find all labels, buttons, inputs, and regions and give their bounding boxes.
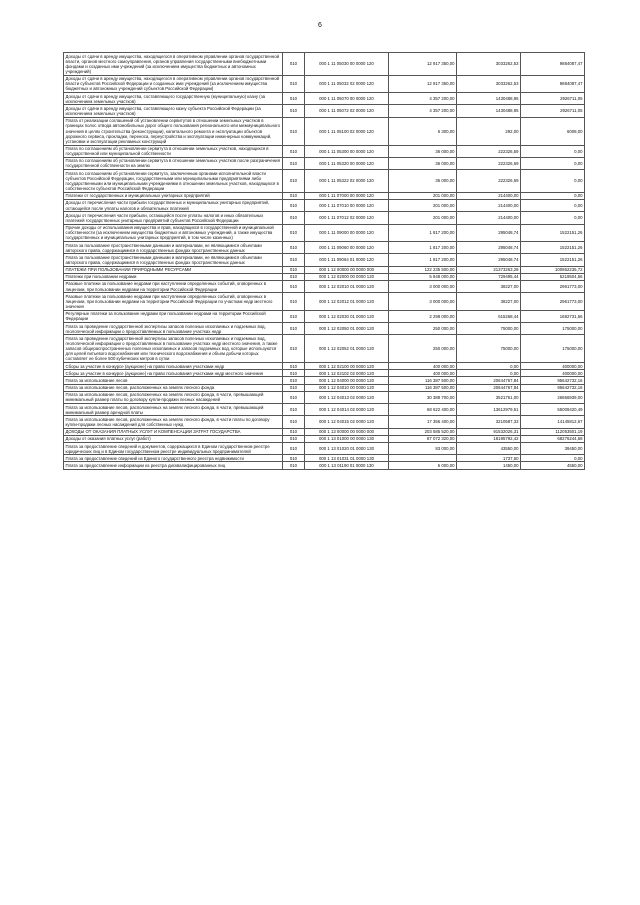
row-unexecuted-amount: 95642732,16 bbox=[521, 384, 585, 391]
table-row bbox=[64, 157, 585, 169]
row-planned-amount: 6 000,00 bbox=[389, 462, 457, 469]
row-executed-amount: 0,00 bbox=[457, 370, 521, 377]
row-executed-amount: 20644767,84 bbox=[457, 384, 521, 391]
row-planned-amount: 4 357 200,00 bbox=[389, 93, 457, 105]
row-line-code: 010 bbox=[283, 443, 305, 455]
row-executed-amount: 292,00 bbox=[457, 117, 521, 145]
row-unexecuted-amount: 95642732,16 bbox=[521, 377, 585, 384]
row-executed-amount: 295048,74 bbox=[457, 242, 521, 254]
row-name: Плата за использование лесов, расположенных на землях лесного фонда bbox=[64, 384, 283, 391]
row-unexecuted-amount: 1522151,26 bbox=[521, 224, 585, 241]
page-number: 6 bbox=[318, 22, 322, 29]
row-line-code: 010 bbox=[283, 117, 305, 145]
row-line-code: 010 bbox=[283, 335, 305, 363]
row-executed-amount: 222326,59 bbox=[457, 170, 521, 193]
row-line-code: 010 bbox=[283, 428, 305, 435]
row-budget-code: 000 1 12 02102 02 0000 120 bbox=[305, 370, 389, 377]
row-executed-amount: 615268,44 bbox=[457, 310, 521, 322]
row-budget-code: 000 1 11 05032 02 0000 120 bbox=[305, 75, 389, 92]
row-executed-amount: 3521761,00 bbox=[457, 391, 521, 403]
row-unexecuted-amount: 68276244,58 bbox=[521, 435, 585, 442]
revenue-table bbox=[63, 52, 585, 470]
row-unexecuted-amount: 2926711,05 bbox=[521, 93, 585, 105]
table-row bbox=[64, 462, 585, 469]
table-row bbox=[64, 370, 585, 377]
row-executed-amount: 1450,00 bbox=[457, 462, 521, 469]
row-unexecuted-amount: 4550,00 bbox=[521, 462, 585, 469]
row-line-code: 010 bbox=[283, 145, 305, 157]
table-row bbox=[64, 455, 585, 462]
row-budget-code: 000 1 12 02050 01 0000 120 bbox=[305, 323, 389, 335]
row-unexecuted-amount: 26866939,00 bbox=[521, 391, 585, 403]
row-budget-code: 000 1 13 01190 01 0000 130 bbox=[305, 462, 389, 469]
table-row bbox=[64, 266, 585, 273]
row-unexecuted-amount: 9884087,47 bbox=[521, 75, 585, 92]
row-budget-code: 000 1 11 05030 00 0000 120 bbox=[305, 53, 389, 76]
row-line-code: 010 bbox=[283, 384, 305, 391]
row-budget-code: 000 1 12 02000 00 0000 120 bbox=[305, 273, 389, 280]
row-budget-code: 000 1 12 04010 00 0000 120 bbox=[305, 384, 389, 391]
row-budget-code: 000 1 13 01020 01 0000 130 bbox=[305, 443, 389, 455]
row-planned-amount: 5 848 000,00 bbox=[389, 273, 457, 280]
row-budget-code: 000 1 11 09060 00 0000 120 bbox=[305, 242, 389, 254]
row-line-code: 010 bbox=[283, 199, 305, 211]
row-line-code: 010 bbox=[283, 93, 305, 105]
row-budget-code: 000 1 12 02012 01 0000 120 bbox=[305, 293, 389, 310]
table-row bbox=[64, 404, 585, 416]
table-row bbox=[64, 254, 585, 266]
table-row bbox=[64, 212, 585, 224]
table-row bbox=[64, 377, 585, 384]
row-unexecuted-amount: 0,00 bbox=[521, 157, 585, 169]
row-unexecuted-amount: 1522151,26 bbox=[521, 242, 585, 254]
row-planned-amount: 400 000,00 bbox=[389, 370, 457, 377]
row-planned-amount: 400 000,00 bbox=[389, 363, 457, 370]
row-budget-code: 000 1 11 05100 02 0000 120 bbox=[305, 117, 389, 145]
row-planned-amount: 250 000,00 bbox=[389, 335, 457, 363]
table-row bbox=[64, 117, 585, 145]
row-planned-amount: 3 000 000,00 bbox=[389, 293, 457, 310]
table-row bbox=[64, 53, 585, 76]
table-row bbox=[64, 443, 585, 455]
row-planned-amount: 116 387 500,00 bbox=[389, 377, 457, 384]
row-executed-amount: 214400,00 bbox=[457, 212, 521, 224]
table-row bbox=[64, 391, 585, 403]
row-line-code: 010 bbox=[283, 435, 305, 442]
row-planned-amount: 30 388 700,00 bbox=[389, 391, 457, 403]
revenue-table-body bbox=[64, 53, 585, 470]
row-planned-amount: 12 917 350,00 bbox=[389, 75, 457, 92]
table-row bbox=[64, 323, 585, 335]
row-line-code: 010 bbox=[283, 310, 305, 322]
row-executed-amount: 222326,59 bbox=[457, 145, 521, 157]
row-planned-amount: 250 000,00 bbox=[389, 323, 457, 335]
row-name: Плата за предоставление информации из реестра дисквалифицированных лиц bbox=[64, 462, 283, 469]
row-name: Плата за использование лесов, расположенных на землях лесного фонда, в части платы по договору купли-продажи лесных насаждений для собственных нужд bbox=[64, 416, 283, 428]
row-budget-code: 000 1 11 07010 00 0000 120 bbox=[305, 199, 389, 211]
row-name: Плата за использование лесов, расположенных на землях лесного фонда, в части, превышающей минимальный размер платы по договору купли-продажи лесных насаждений bbox=[64, 391, 283, 403]
row-unexecuted-amount: 0,00 bbox=[521, 170, 585, 193]
row-name: Доходы от сдачи в аренду имущества, составляющего казну субъекта Российской Федерации (за исключением земельных участков) bbox=[64, 105, 283, 117]
row-unexecuted-amount: 2926711,05 bbox=[521, 105, 585, 117]
row-executed-amount: 295048,74 bbox=[457, 254, 521, 266]
row-unexecuted-amount: 400000,00 bbox=[521, 370, 585, 377]
row-unexecuted-amount: 0,00 bbox=[521, 199, 585, 211]
row-unexecuted-amount: 55009420,49 bbox=[521, 404, 585, 416]
row-executed-amount: 3210587,33 bbox=[457, 416, 521, 428]
row-planned-amount: 116 387 500,00 bbox=[389, 384, 457, 391]
row-executed-amount: 214400,00 bbox=[457, 192, 521, 199]
table-row bbox=[64, 242, 585, 254]
row-executed-amount: 75000,00 bbox=[457, 323, 521, 335]
row-line-code: 010 bbox=[283, 170, 305, 193]
table-row bbox=[64, 416, 585, 428]
row-budget-code: 000 1 11 09064 01 0000 120 bbox=[305, 254, 389, 266]
row-name: Доходы от перечисления части прибыли государственных и муниципальных унитарных предприятий, остающейся после уплаты налогов и обязательных платежей bbox=[64, 199, 283, 211]
row-line-code: 010 bbox=[283, 212, 305, 224]
row-budget-code: 000 1 11 09000 00 0000 120 bbox=[305, 224, 389, 241]
row-unexecuted-amount: 1682731,56 bbox=[521, 310, 585, 322]
row-budget-code: 000 1 12 00000 00 0000 000 bbox=[305, 266, 389, 273]
row-line-code: 010 bbox=[283, 416, 305, 428]
row-unexecuted-amount: 39450,00 bbox=[521, 443, 585, 455]
row-unexecuted-amount: 0,00 bbox=[521, 192, 585, 199]
row-executed-amount: 43550,00 bbox=[457, 443, 521, 455]
row-executed-amount: 13612979,51 bbox=[457, 404, 521, 416]
table-row bbox=[64, 428, 585, 435]
row-executed-amount: 1430488,95 bbox=[457, 93, 521, 105]
row-unexecuted-amount: 2961773,00 bbox=[521, 293, 585, 310]
row-unexecuted-amount: 112053501,19 bbox=[521, 428, 585, 435]
row-executed-amount: 1430488,95 bbox=[457, 105, 521, 117]
table-row bbox=[64, 435, 585, 442]
row-planned-amount: 36 000,00 bbox=[389, 157, 457, 169]
row-budget-code: 000 1 13 01000 00 0000 130 bbox=[305, 435, 389, 442]
row-executed-amount: 75000,00 bbox=[457, 335, 521, 363]
row-executed-amount: 3033262,53 bbox=[457, 75, 521, 92]
row-planned-amount bbox=[389, 455, 457, 462]
row-name: Доходы от сдачи в аренду имущества, находящегося в оперативном управлении органов государственной власти субъектов Российской Федерации и созданных ими учреждений (за исключением имущества бюджетных и автономных учреждений субъектов Российской Федерации) bbox=[64, 75, 283, 92]
row-budget-code: 000 1 12 04015 02 0000 120 bbox=[305, 416, 389, 428]
row-name: Плата за предоставление сведений и документов, содержащихся в Едином государственном реестре юридических лиц и в Едином государственном реестре индивидуальных предпринимателей bbox=[64, 443, 283, 455]
row-budget-code: 000 1 12 02100 00 0000 120 bbox=[305, 363, 389, 370]
row-line-code: 010 bbox=[283, 242, 305, 254]
row-name: Плата по соглашениям об установлении сервитута в отношении земельных участков, находящихся в государственной или муниципальной собственности bbox=[64, 145, 283, 157]
row-line-code: 010 bbox=[283, 53, 305, 76]
row-budget-code: 000 1 12 02010 01 0000 120 bbox=[305, 280, 389, 292]
row-unexecuted-amount: 0,00 bbox=[521, 145, 585, 157]
row-unexecuted-amount: 100862236,72 bbox=[521, 266, 585, 273]
row-name: ДОХОДЫ ОТ ОКАЗАНИЯ ПЛАТНЫХ УСЛУГ И КОМПЕНСАЦИИ ЗАТРАТ ГОСУДАРСТВА bbox=[64, 428, 283, 435]
row-name: Плата по соглашениям об установлении сервитута в отношении земельных участков после разграничения государственной собственности на землю bbox=[64, 157, 283, 169]
row-executed-amount: 20644767,84 bbox=[457, 377, 521, 384]
row-executed-amount: 295048,74 bbox=[457, 224, 521, 241]
table-row bbox=[64, 145, 585, 157]
row-name: Доходы от оказания платных услуг (работ) bbox=[64, 435, 283, 442]
row-line-code: 010 bbox=[283, 157, 305, 169]
row-budget-code: 000 1 12 02030 01 0000 120 bbox=[305, 310, 389, 322]
table-row bbox=[64, 310, 585, 322]
row-name: Сборы за участие в конкурсе (аукционе) на право пользования участками недр местного значения bbox=[64, 370, 283, 377]
row-name: Сборы за участие в конкурсе (аукционе) на право пользования участками недр bbox=[64, 363, 283, 370]
row-line-code: 010 bbox=[283, 224, 305, 241]
row-name: Плата по соглашениям об установлении сервитута, заключенным органами исполнительной власти субъектов Российской Федерации, государственными или муниципальными предприятиями либо государственными или муниципальными учреждениями в отношении земельных участков, находящихся в собственности субъектов Российской Федерации bbox=[64, 170, 283, 193]
row-executed-amount: 1737,50 bbox=[457, 455, 521, 462]
row-planned-amount: 1 817 200,00 bbox=[389, 224, 457, 241]
row-line-code: 010 bbox=[283, 462, 305, 469]
row-planned-amount: 17 356 400,00 bbox=[389, 416, 457, 428]
row-name: Плата за использование лесов bbox=[64, 377, 283, 384]
row-executed-amount: 38227,00 bbox=[457, 293, 521, 310]
row-unexecuted-amount: 6008,00 bbox=[521, 117, 585, 145]
row-executed-amount: 222326,59 bbox=[457, 157, 521, 169]
row-name: Плата за пользование пространственными данными и материалами, не являющимися объектами авторского права, содержащимися в государственных фондах пространственных данных bbox=[64, 242, 283, 254]
row-planned-amount: 3 000 000,00 bbox=[389, 280, 457, 292]
row-planned-amount: 12 917 350,00 bbox=[389, 53, 457, 76]
row-name: Плата за предоставление сведений из Единого государственного реестра недвижимости bbox=[64, 455, 283, 462]
row-unexecuted-amount: 175000,00 bbox=[521, 335, 585, 363]
row-name: Регулярные платежи за пользование недрами при пользовании недрами на территории Российской Федерации bbox=[64, 310, 283, 322]
row-unexecuted-amount: 1522151,26 bbox=[521, 254, 585, 266]
row-budget-code: 000 1 11 07000 00 0000 120 bbox=[305, 192, 389, 199]
row-line-code: 010 bbox=[283, 293, 305, 310]
row-line-code: 010 bbox=[283, 370, 305, 377]
table-row bbox=[64, 224, 585, 241]
row-budget-code: 000 1 11 07012 02 0000 120 bbox=[305, 212, 389, 224]
row-name: Плата от реализации соглашений об установлении сервитутов в отношении земельных участков в границах полос отвода автомобильных дорог общего пользования регионального или межмуниципального значения в целях строительства (реконструкции), капитального ремонта и эксплуатации объектов дорожного сервиса, прокладки, переноса, переустройства и эксплуатации инженерных коммуникаций, установки и эксплуатации рекламных конструкций bbox=[64, 117, 283, 145]
row-unexecuted-amount: 2961773,00 bbox=[521, 280, 585, 292]
row-name: Плата за пользование пространственными данными и материалами, не являющимися объектами авторского права, содержащимися в государственных фондах пространственных данных bbox=[64, 254, 283, 266]
row-budget-code: 000 1 13 01031 01 0000 130 bbox=[305, 455, 389, 462]
row-line-code: 010 bbox=[283, 266, 305, 273]
row-budget-code: 000 1 12 04000 00 0000 120 bbox=[305, 377, 389, 384]
row-planned-amount: 83 000,00 bbox=[389, 443, 457, 455]
row-name: Разовые платежи за пользование недрами при наступлении определенных событий, оговоренных в лицензии, при пользовании недрами на территории Российской Федерации по участкам недр местного значения bbox=[64, 293, 283, 310]
row-planned-amount: 201 000,00 bbox=[389, 199, 457, 211]
row-line-code: 010 bbox=[283, 391, 305, 403]
row-line-code: 010 bbox=[283, 75, 305, 92]
row-executed-amount: 21373263,28 bbox=[457, 266, 521, 273]
row-planned-amount: 36 000,00 bbox=[389, 145, 457, 157]
row-executed-amount: 3033262,53 bbox=[457, 53, 521, 76]
row-planned-amount: 201 000,00 bbox=[389, 192, 457, 199]
row-budget-code: 000 1 13 00000 00 0000 000 bbox=[305, 428, 389, 435]
row-line-code: 010 bbox=[283, 404, 305, 416]
row-line-code: 010 bbox=[283, 105, 305, 117]
row-budget-code: 000 1 12 04013 02 0000 120 bbox=[305, 391, 389, 403]
row-name: Доходы от сдачи в аренду имущества, находящегося в оперативном управлении органов государственной власти, органов местного самоуправления, органов управления государственными внебюджетными фондами и созданных ими учреждений (за исключением имущества бюджетных и автономных учреждений) bbox=[64, 53, 283, 76]
table-row bbox=[64, 273, 585, 280]
row-executed-amount: 729495,44 bbox=[457, 273, 521, 280]
table-row bbox=[64, 280, 585, 292]
row-executed-amount: 18195792,42 bbox=[457, 435, 521, 442]
table-row bbox=[64, 293, 585, 310]
row-planned-amount: 4 357 200,00 bbox=[389, 105, 457, 117]
row-unexecuted-amount: 0,00 bbox=[521, 455, 585, 462]
row-executed-amount: 0,00 bbox=[457, 363, 521, 370]
row-name: Плата за проведение государственной экспертизы запасов полезных ископаемых и подземных вод, геологической информации о предоставляемых в пользование участках недр местного значения, а также запасов общераспространенных полезных ископаемых и запасов подземных вод, которые используются для целей питьевого водоснабжения или технического водоснабжения и объем добычи которых составляет не более 500 кубических метров в сутки bbox=[64, 335, 283, 363]
table-row bbox=[64, 105, 585, 117]
table-row bbox=[64, 192, 585, 199]
row-budget-code: 000 1 11 05322 02 0000 120 bbox=[305, 170, 389, 193]
row-line-code: 010 bbox=[283, 273, 305, 280]
row-name: Доходы от перечисления части прибыли, остающейся после уплаты налогов и иных обязательных платежей государственных унитарных предприятий субъектов Российской Федерации bbox=[64, 212, 283, 224]
row-line-code: 010 bbox=[283, 377, 305, 384]
row-line-code: 010 bbox=[283, 455, 305, 462]
row-budget-code: 000 1 11 05070 00 0000 120 bbox=[305, 93, 389, 105]
row-planned-amount: 6 300,00 bbox=[389, 117, 457, 145]
row-planned-amount: 122 235 500,00 bbox=[389, 266, 457, 273]
row-name: Доходы от сдачи в аренду имущества, составляющего государственную (муниципальную) казну (за исключением земельных участков) bbox=[64, 93, 283, 105]
table-row bbox=[64, 335, 585, 363]
row-budget-code: 000 1 11 05320 00 0000 120 bbox=[305, 157, 389, 169]
row-planned-amount: 87 072 320,00 bbox=[389, 435, 457, 442]
row-executed-amount: 214400,00 bbox=[457, 199, 521, 211]
row-name: Прочие доходы от использования имущества и прав, находящихся в государственной и муниципальной собственности (за исключением имущества бюджетных и автономных учреждений, а также имущества государственных и муниципальных унитарных предприятий, в том числе казенных) bbox=[64, 224, 283, 241]
row-name: Платежи от государственных и муниципальных унитарных предприятий bbox=[64, 192, 283, 199]
row-budget-code: 000 1 11 05072 02 0000 120 bbox=[305, 105, 389, 117]
row-planned-amount: 201 000,00 bbox=[389, 212, 457, 224]
table-row bbox=[64, 384, 585, 391]
row-name: Разовые платежи за пользование недрами при наступлении определенных событий, оговоренных в лицензии, при пользовании недрами на территории Российской Федерации bbox=[64, 280, 283, 292]
table-row bbox=[64, 363, 585, 370]
row-line-code: 010 bbox=[283, 254, 305, 266]
row-planned-amount: 1 817 200,00 bbox=[389, 242, 457, 254]
row-unexecuted-amount: 14145812,67 bbox=[521, 416, 585, 428]
table-row bbox=[64, 199, 585, 211]
row-planned-amount: 36 000,00 bbox=[389, 170, 457, 193]
table-row bbox=[64, 75, 585, 92]
row-planned-amount: 1 817 200,00 bbox=[389, 254, 457, 266]
row-line-code: 010 bbox=[283, 192, 305, 199]
row-unexecuted-amount: 0,00 bbox=[521, 212, 585, 224]
row-unexecuted-amount: 400000,00 bbox=[521, 363, 585, 370]
row-unexecuted-amount: 9884087,47 bbox=[521, 53, 585, 76]
row-budget-code: 000 1 11 05300 00 0000 120 bbox=[305, 145, 389, 157]
row-unexecuted-amount: 5219504,56 bbox=[521, 273, 585, 280]
row-name: Плата за использование лесов, расположенных на землях лесного фонда, в части, превышающей минимальный размер арендной платы bbox=[64, 404, 283, 416]
row-budget-code: 000 1 12 04014 02 0000 120 bbox=[305, 404, 389, 416]
row-planned-amount: 68 622 400,00 bbox=[389, 404, 457, 416]
row-unexecuted-amount: 175000,00 bbox=[521, 323, 585, 335]
row-line-code: 010 bbox=[283, 323, 305, 335]
row-executed-amount: 91532026,31 bbox=[457, 428, 521, 435]
row-planned-amount: 2 298 000,00 bbox=[389, 310, 457, 322]
row-name: Платежи при пользовании недрами bbox=[64, 273, 283, 280]
row-name: Плата за проведение государственной экспертизы запасов полезных ископаемых и подземных вод, геологической информации о предоставляемых в пользование участках недр bbox=[64, 323, 283, 335]
table-row bbox=[64, 170, 585, 193]
table-row bbox=[64, 93, 585, 105]
row-line-code: 010 bbox=[283, 280, 305, 292]
row-budget-code: 000 1 12 02052 01 0000 120 bbox=[305, 335, 389, 363]
row-planned-amount: 203 585 520,00 bbox=[389, 428, 457, 435]
row-line-code: 010 bbox=[283, 363, 305, 370]
row-executed-amount: 38227,00 bbox=[457, 280, 521, 292]
row-name: ПЛАТЕЖИ ПРИ ПОЛЬЗОВАНИИ ПРИРОДНЫМИ РЕСУРСАМИ bbox=[64, 266, 283, 273]
